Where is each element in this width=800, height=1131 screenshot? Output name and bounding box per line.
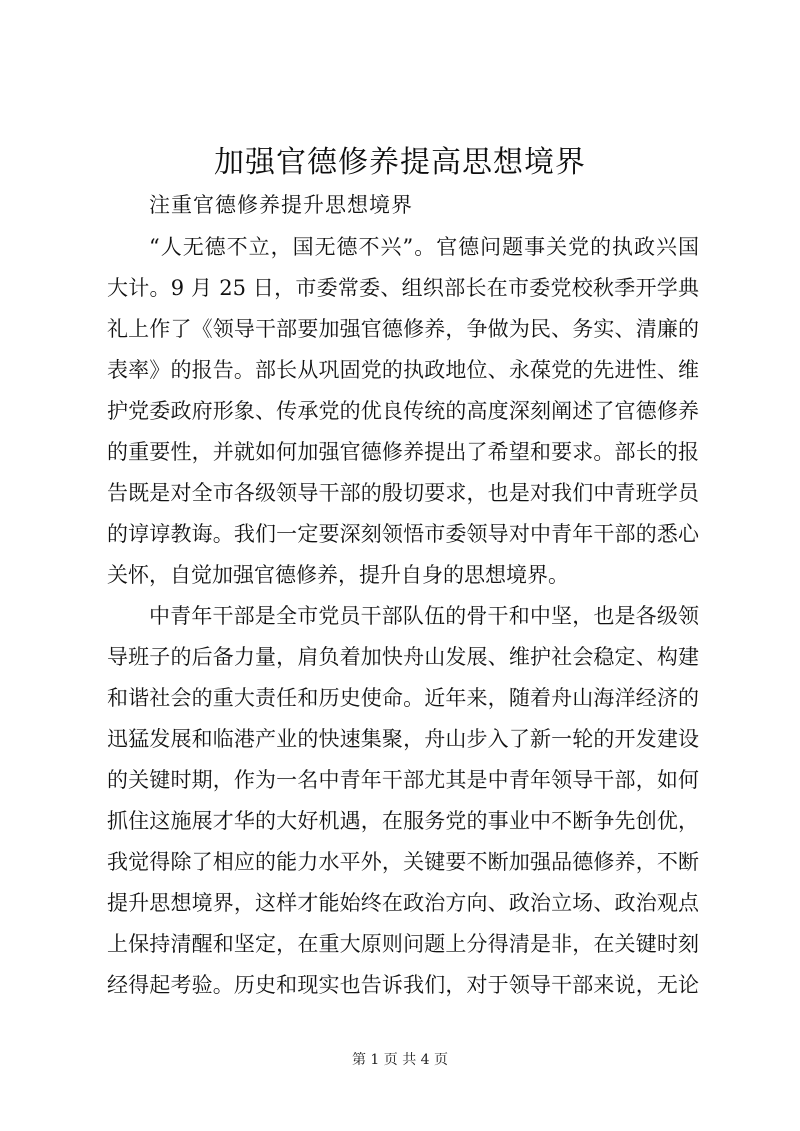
paragraph-line: 和谐社会的重大责任和历史使命。近年来，随着舟山海洋经济的 [107,686,699,710]
paragraph-line: 中青年干部是全市党员干部队伍的骨干和中坚，也是各级领 [149,604,699,628]
paragraph-line: “人无德不立，国无德不兴”。官德问题事关党的执政兴国 [149,235,699,259]
paragraph-line: 表率》的报告。部长从巩固党的执政地位、永葆党的先进性、维 [107,358,699,382]
paragraph-line: 我觉得除了相应的能力水平外，关键要不断加强品德修养，不断 [107,850,699,874]
paragraph-line: 的谆谆教诲。我们一定要深刻领悟市委领导对中青年干部的悉心 [107,522,699,546]
paragraph-line: 的关键时期，作为一名中青年干部尤其是中青年领导干部，如何 [107,768,699,792]
paragraph-line: 迅猛发展和临港产业的快速集聚，舟山步入了新一轮的开发建设 [107,727,699,751]
paragraph-line: 导班子的后备力量，肩负着加快舟山发展、维护社会稳定、构建 [107,645,699,669]
paragraph-line: 提升思想境界，这样才能始终在政治方向、政治立场、政治观点 [107,891,699,915]
paragraph-line: 关怀，自觉加强官德修养，提升自身的思想境界。 [107,563,569,587]
paragraph-line: 上保持清醒和坚定，在重大原则问题上分得清是非，在关键时刻 [107,932,699,956]
paragraph-line: 礼上作了《领导干部要加强官德修养，争做为民、务实、清廉的 [107,317,699,341]
page-number: 第 1 页 共 4 页 [351,1052,449,1068]
document-subtitle: 注重官德修养提升思想境界 [149,193,413,217]
paragraph-line: 告既是对全市各级领导干部的殷切要求，也是对我们中青班学员 [107,481,699,505]
paragraph-line: 的重要性，并就如何加强官德修养提出了希望和要求。部长的报 [107,440,699,464]
paragraph-line: 大计。9 月 25 日，市委常委、组织部长在市委党校秋季开学典 [107,276,699,300]
paragraph-line: 经得起考验。历史和现实也告诉我们，对于领导干部来说，无论 [107,973,699,997]
paragraph-line: 护党委政府形象、传承党的优良传统的高度深刻阐述了官德修养 [107,399,699,423]
document-title: 加强官德修养提高思想境界 [214,145,586,180]
paragraph-line: 抓住这施展才华的大好机遇，在服务党的事业中不断争先创优， [107,809,699,833]
